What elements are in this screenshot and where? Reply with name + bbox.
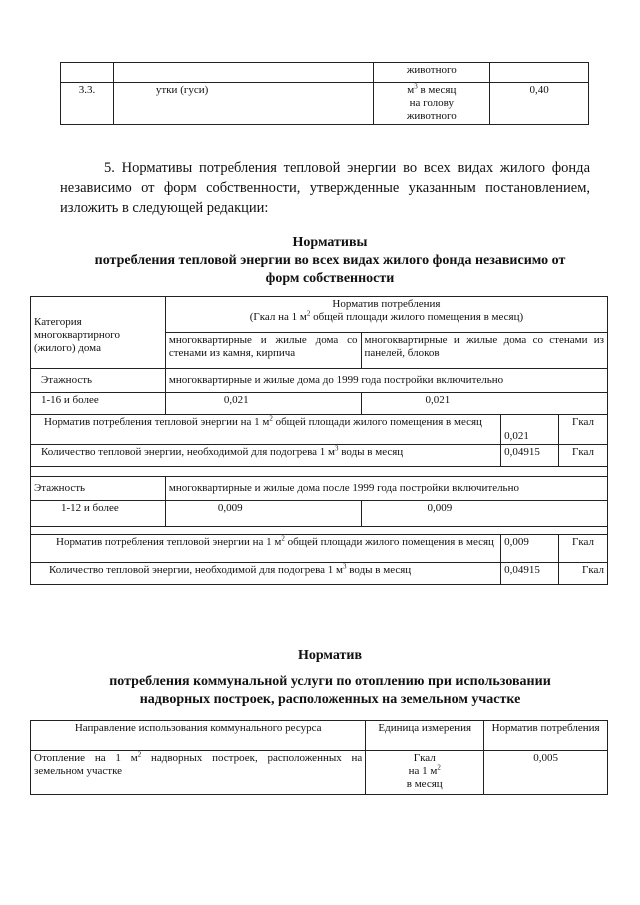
table-row xyxy=(31,393,608,415)
utility-norm-title-line2: потребления коммунальной услуги по отоплению при использовании xyxy=(109,674,551,689)
heat-norms-title-line1: Нормативы xyxy=(292,235,368,250)
heat-norm-unit: Гкал xyxy=(559,415,608,445)
paragraph-5: 5. Нормативы потребления тепловой энергии во всех видах жилого фонда независимо от форм собственности, утвержденные указанным постановлением, изложить в следующей редакции: xyxy=(60,160,590,216)
table-row xyxy=(31,477,608,501)
table-row xyxy=(31,721,608,751)
utility-norm-title-line3: надворных построек, расположенных на земельном участке xyxy=(139,692,521,707)
heat-norm-text: Норматив потребления тепловой энергии на 1 $м^2$ общей площади жилого помещения в месяц xyxy=(31,535,501,563)
table-row xyxy=(61,63,589,83)
table-row xyxy=(31,535,608,563)
floors-value: 1-12 и более xyxy=(31,501,166,527)
table-row xyxy=(31,563,608,585)
water-heat-unit: Гкал xyxy=(559,445,608,467)
table-row xyxy=(31,445,608,467)
table-row xyxy=(31,751,608,795)
spacer-row xyxy=(31,467,608,477)
water-heat-value: 0,04915 xyxy=(501,563,559,585)
utility-norm-title-line1: Норматив xyxy=(297,648,363,663)
heat-norm-value: 0,009 xyxy=(501,535,559,563)
table-row xyxy=(31,415,608,445)
heat-norms-title-line2: потребления тепловой энергии во всех видах жилого фонда независимо от xyxy=(94,253,566,268)
period-label: многоквартирные и жилые дома до 1999 года постройки включительно xyxy=(165,369,607,393)
water-heat-text: Количество тепловой энергии, необходимой для подогрева 1 $м^3$ воды в месяц xyxy=(31,563,501,585)
water-heat-value: 0,04915 xyxy=(501,445,559,467)
panel-header: многоквартирные и жилые дома со стенами из панелей, блоков xyxy=(361,333,608,369)
norm-header: Норматив потребления (Гкал на 1 $м^2$ общей площади жилого помещения в месяц) xyxy=(165,297,607,333)
floors-value: 1-16 и более xyxy=(31,393,166,415)
category-header: Категория многоквартирного (жилого) дома xyxy=(31,297,166,369)
unit-header: Единица измерения xyxy=(366,721,484,751)
row-name: утки (гуси) xyxy=(113,83,373,125)
unit-value: Гкал на 1 $м^2$ в месяц xyxy=(366,751,484,795)
direction-header: Направление использования коммунального ресурса xyxy=(31,721,366,751)
utility-norm-table xyxy=(30,720,608,795)
spacer-row xyxy=(31,527,608,535)
direction-value: Отопление на 1 $м^2$ надворных построек, расположенных на земельном участке xyxy=(31,751,366,795)
row-value: 0,40 xyxy=(490,83,589,125)
floors-label: Этажность xyxy=(31,477,166,501)
row-unit: $м^3$ в месяц на голову животного xyxy=(374,83,490,125)
water-heat-unit: Гкал xyxy=(559,563,608,585)
top-table xyxy=(60,62,589,125)
heat-norm-value: 0,021 xyxy=(501,415,559,445)
table-row xyxy=(31,297,608,333)
table-row xyxy=(31,501,608,527)
heat-norms-title xyxy=(60,234,600,288)
norm-value: 0,005 xyxy=(484,751,608,795)
heat-norm-unit: Гкал xyxy=(559,535,608,563)
row-number: 3.3. xyxy=(61,83,114,125)
panel-value: 0,021 xyxy=(361,393,608,415)
row-name xyxy=(113,63,373,83)
row-unit: животного xyxy=(374,63,490,83)
brick-value: 0,021 xyxy=(165,393,361,415)
heat-norms-table xyxy=(30,296,608,585)
heat-norm-text: Норматив потребления тепловой энергии на 1 $м^2$ общей площади жилого помещения в месяц xyxy=(31,415,501,445)
row-number xyxy=(61,63,114,83)
panel-value: 0,009 xyxy=(361,501,608,527)
floors-label: Этажность xyxy=(31,369,166,393)
utility-norm-title xyxy=(60,647,600,709)
table-row xyxy=(61,83,589,125)
norm-header: Норматив потребления xyxy=(484,721,608,751)
brick-header: многоквартирные и жилые дома со стенами из камня, кирпича xyxy=(165,333,361,369)
water-heat-text: Количество тепловой энергии, необходимой для подогрева 1 $м^3$ воды в месяц xyxy=(31,445,501,467)
heat-norms-title-line3: форм собственности xyxy=(265,271,395,286)
table-row xyxy=(31,369,608,393)
period-label: многоквартирные и жилые дома после 1999 года постройки включительно xyxy=(165,477,607,501)
row-value xyxy=(490,63,589,83)
brick-value: 0,009 xyxy=(165,501,361,527)
